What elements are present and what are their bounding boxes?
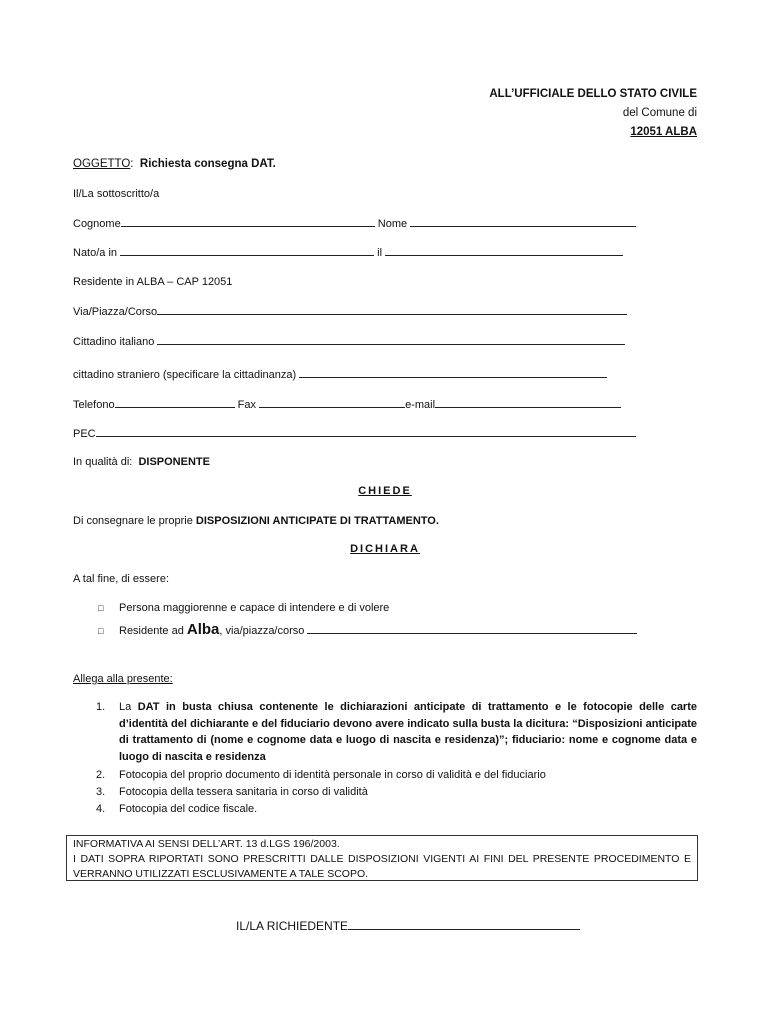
allega-num-1: 1. (96, 701, 106, 713)
cittadino-straniero-label: cittadino straniero (specificare la cittadinanza) (73, 369, 297, 381)
nato-row (73, 245, 623, 260)
cittadino-italiano-field[interactable] (157, 334, 625, 345)
allega-num-2: 2. (96, 769, 106, 781)
allega-item-2: Fotocopia del proprio documento di identità personale in corso di validità e del fiduciario (119, 769, 546, 781)
allega-heading: Allega alla presente: (73, 673, 173, 685)
chiede-text-prefix: Di consegnare le proprie (73, 515, 196, 527)
qualita-row (73, 455, 210, 469)
email-label: e-mail (405, 399, 436, 411)
via-label: Via/Piazza/Corso (73, 306, 158, 318)
informativa-box (66, 835, 698, 881)
cittadino-italiano-label: Cittadino italiano (73, 336, 155, 348)
via-field[interactable] (157, 304, 627, 315)
subject-colon: : (130, 158, 134, 170)
signature-row (236, 918, 580, 933)
subject-label: OGGETTO (73, 158, 131, 170)
qualita-value: DISPONENTE (138, 456, 210, 468)
allega-item-3: Fotocopia della tessera sanitaria in corso di validità (119, 786, 368, 798)
il-label: il (377, 247, 383, 259)
nato-label: Nato/a in (73, 247, 118, 259)
residente-suffix: , via/piazza/corso (219, 625, 305, 637)
contact-row (73, 397, 621, 412)
residente-via-field[interactable] (307, 623, 637, 634)
pec-field[interactable] (96, 426, 636, 437)
informativa-line-2: I DATI SOPRA RIPORTATI SONO PRESCRITTI DALLE DISPOSIZIONI VIGENTI AI FINI DEL PRESENTE PROCEDIMENTO E VERRANNO UTILIZZATI ESCLUSIVAMENTE A TALE SCOPO. (73, 853, 691, 880)
recipient-line-2: del Comune di (622, 107, 697, 119)
recipient-line-3: 12051 ALBA (630, 126, 697, 138)
allega-item-1 (119, 699, 697, 765)
residente-label: Residente in ALBA – CAP 12051 (73, 276, 233, 288)
fax-field[interactable] (259, 397, 405, 408)
dichiara-heading: DICHIARA (350, 543, 420, 555)
recipient-line-1: ALL’UFFICIALE DELLO STATO CIVILE (489, 88, 697, 100)
subject-text: Richiesta consegna DAT. (139, 158, 276, 170)
subject-line (73, 157, 276, 171)
cittadino-italiano-row (73, 334, 625, 349)
fax-label: Fax (237, 399, 256, 411)
residente-prefix: Residente ad (119, 625, 187, 637)
signature-label: IL/LA RICHIEDENTE (236, 919, 349, 933)
allega-item-1-prefix: La (119, 701, 138, 713)
chiede-text (73, 514, 439, 528)
cittadino-straniero-row (73, 367, 607, 382)
informativa-line-1: INFORMATIVA AI SENSI DELL’ART. 13 d.LGS 196/2003. (73, 838, 340, 850)
dichiara-intro: A tal fine, di essere: (73, 573, 169, 585)
checkbox-maggiorenne[interactable]: □ (98, 603, 104, 613)
nome-label: Nome (377, 218, 408, 230)
telefono-field[interactable] (115, 397, 235, 408)
undersigned-label: Il/La sottoscritto/a (73, 188, 160, 200)
allega-num-4: 4. (96, 803, 106, 815)
pec-row (73, 426, 636, 441)
telefono-label: Telefono (73, 399, 115, 411)
cognome-label: Cognome (73, 218, 121, 230)
residente-city: Alba (186, 621, 220, 638)
pec-label: PEC (73, 428, 96, 440)
cognome-row (73, 216, 636, 231)
cognome-field[interactable] (121, 216, 375, 227)
email-field[interactable] (435, 397, 621, 408)
nome-field[interactable] (410, 216, 636, 227)
dichiara-item-2 (119, 620, 637, 641)
checkbox-residente[interactable]: □ (98, 626, 104, 636)
via-row (73, 304, 627, 319)
allega-item-4: Fotocopia del codice fiscale. (119, 803, 258, 815)
cittadino-straniero-field[interactable] (299, 367, 607, 378)
qualita-label: In qualità di: (73, 456, 133, 468)
dichiara-item-1: Persona maggiorenne e capace di intendere e di volere (119, 602, 390, 614)
signature-field[interactable] (348, 918, 580, 930)
allega-num-3: 3. (96, 786, 106, 798)
il-field[interactable] (385, 245, 623, 256)
allega-item-1-bold: DAT in busta chiusa contenente le dichiarazioni anticipate di trattamento e le fotocopie delle carte d’identità del dichiarante e del fiduciario devono avere indicato sulla busta la dicitura: “Disposizioni anticipate di trattamento di (nome e cognome data e luogo di nascita e residenza)”; fiduciario: nome e cognome data e luogo di nascita e residenza (119, 701, 697, 763)
nato-field[interactable] (120, 245, 374, 256)
chiede-text-bold: DISPOSIZIONI ANTICIPATE DI TRATTAMENTO. (195, 515, 439, 527)
chiede-heading: CHIEDE (358, 485, 412, 497)
